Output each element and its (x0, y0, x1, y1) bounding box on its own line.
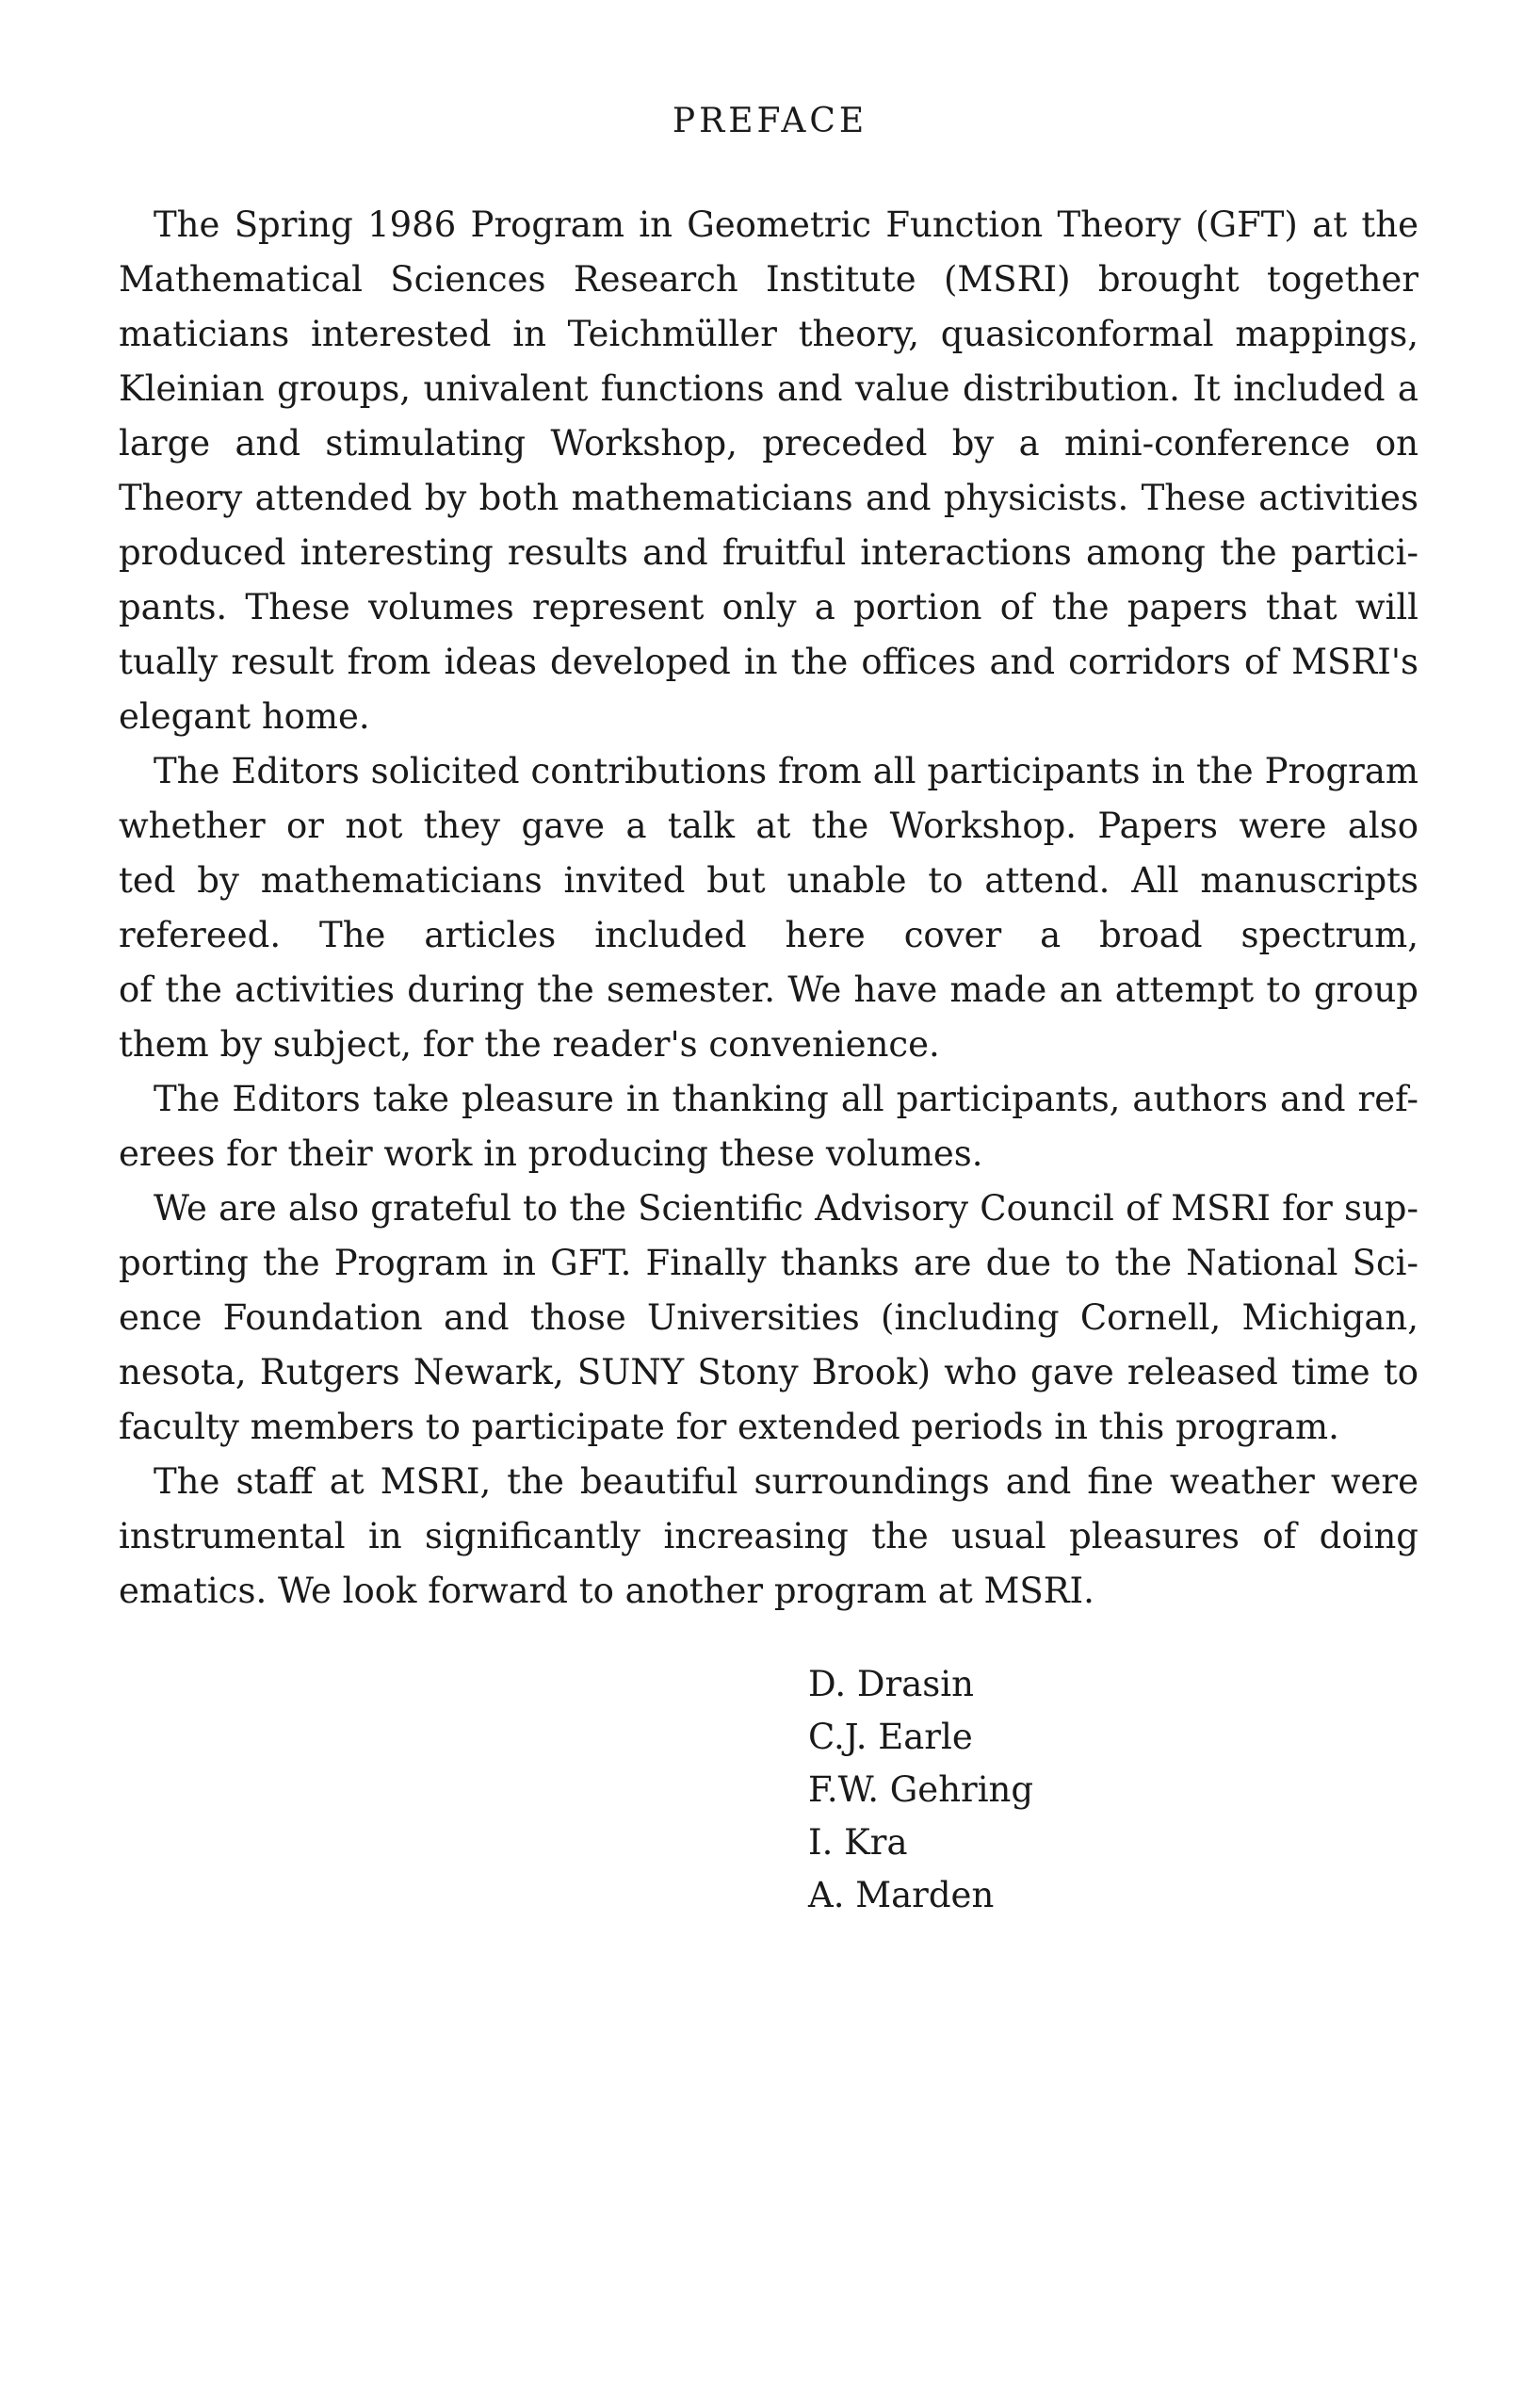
editor-signatures (808, 1658, 1033, 1922)
editor-name: D. Drasin (808, 1664, 974, 1704)
paragraph-3 (119, 1072, 1418, 1181)
text-line: instrumental in significantly increasing the usual pleasures of doing (119, 1516, 1418, 1556)
text-line: ted by mathematicians invited but unable to attend. All manuscripts (119, 860, 1418, 901)
page-title: PREFACE (672, 102, 868, 140)
editor-name: A. Marden (808, 1875, 995, 1915)
text-line: tually result from ideas developed in the offices and corridors of MSRI's (119, 642, 1418, 682)
text-line: produced interesting results and fruitful interactions among the partici- (119, 532, 1418, 573)
editor-name: I. Kra (808, 1822, 908, 1863)
text-line: faculty members to participate for extended periods in this program. (119, 1407, 1339, 1447)
text-line: The Spring 1986 Program in Geometric Function Theory (GFT) at the (154, 204, 1418, 245)
paragraph-2 (119, 744, 1418, 1072)
text-line: ence Foundation and those Universities (including Cornell, Michigan, (119, 1297, 1418, 1338)
text-line: them by subject, for the reader's convenience. (119, 1024, 940, 1065)
text-line: nesota, Rutgers Newark, SUNY Stony Brook) who gave released time to (119, 1352, 1418, 1392)
preface-body (119, 198, 1418, 1619)
text-line: porting the Program in GFT. Finally thanks are due to the National Sci- (119, 1243, 1418, 1283)
paragraph-4 (119, 1181, 1418, 1455)
text-line: The Editors take pleasure in thanking all participants, authors and ref- (154, 1079, 1418, 1119)
text-line: Theory attended by both mathematicians and physicists. These activities (119, 478, 1418, 518)
text-line: elegant home. (119, 696, 370, 737)
text-line: Mathematical Sciences Research Institute (MSRI) brought together (119, 259, 1418, 300)
text-line: erees for their work in producing these volumes. (119, 1133, 983, 1174)
text-line: large and stimulating Workshop, preceded by a mini-conference on (119, 423, 1418, 464)
text-line: The Editors solicited contributions from all participants in the Program (154, 751, 1418, 791)
text-line: refereed. The articles included here cover a broad spectrum, (119, 915, 1418, 955)
text-line: Kleinian groups, univalent functions and value distribution. It included a (119, 368, 1418, 409)
paragraph-5 (119, 1455, 1418, 1619)
paragraph-1 (119, 198, 1418, 744)
text-line: whether or not they gave a talk at the Workshop. Papers were also (119, 806, 1418, 846)
text-line: pants. These volumes represent only a portion of the papers that will (119, 587, 1418, 627)
text-line: of the activities during the semester. We have made an attempt to group (119, 969, 1418, 1010)
editor-name: F.W. Gehring (808, 1769, 1034, 1810)
text-line: ematics. We look forward to another program at MSRI. (119, 1571, 1094, 1611)
text-line: maticians interested in Teichmüller theory, quasiconformal mappings, (119, 314, 1418, 354)
text-line: The staff at MSRI, the beautiful surroundings and fine weather were (154, 1461, 1418, 1502)
text-line: We are also grateful to the Scientific Advisory Council of MSRI for sup- (154, 1188, 1418, 1229)
editor-name: C.J. Earle (808, 1717, 973, 1757)
